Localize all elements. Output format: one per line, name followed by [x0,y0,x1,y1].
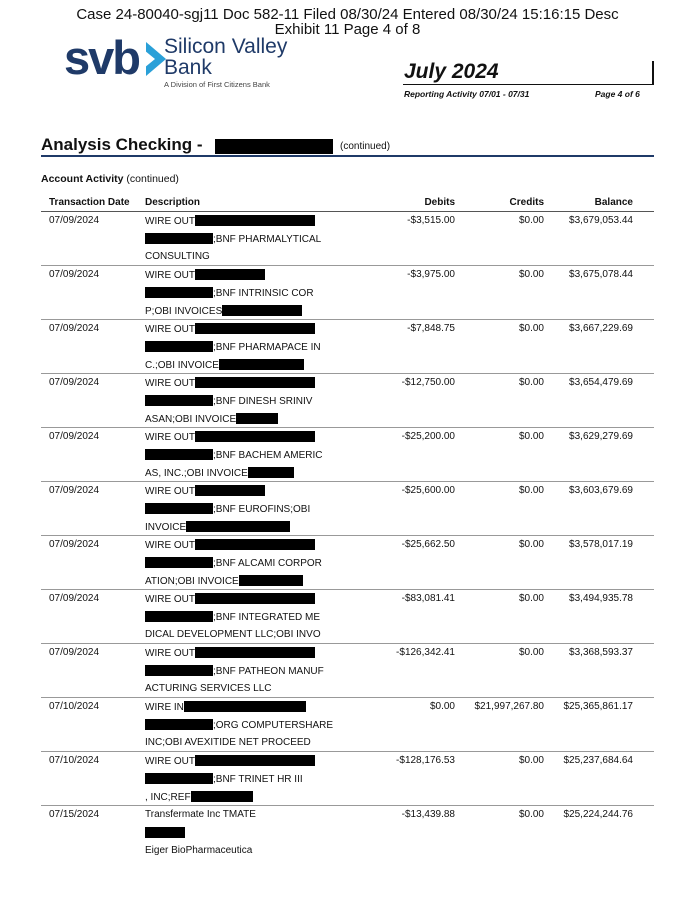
row-debit: -$3,975.00 [407,269,455,280]
row-desc-line3: CONSULTING [145,251,210,262]
row-credit: $0.00 [518,323,544,334]
row-desc-line3: ACTURING SERVICES LLC [145,683,272,694]
row-desc-line3: C.;OBI INVOICE [145,360,219,371]
row-credit: $0.00 [518,215,544,226]
redaction-bar [145,233,213,244]
row-balance: $3,494,935.78 [569,593,633,604]
row-debit: -$126,342.41 [396,647,455,658]
row-desc-line1: WIRE OUT [145,594,195,605]
header-transaction-date: Transaction Date [49,197,130,208]
table-row [41,266,654,320]
row-balance: $3,654,479.69 [569,377,633,388]
section-continued: (continued) [340,141,391,152]
table-row [41,482,654,536]
row-balance: $3,629,279.69 [569,431,633,442]
row-balance: $25,237,684.64 [563,755,633,766]
redaction-bar [219,359,304,370]
redaction-bar [195,269,265,280]
row-credit: $0.00 [518,485,544,496]
row-balance: $3,675,078.44 [569,269,633,280]
redaction-bar [248,467,294,478]
reporting-period: Reporting Activity 07/01 - 07/31 [404,89,530,99]
row-debit: -$13,439.88 [401,809,455,820]
row-credit: $0.00 [518,809,544,820]
redaction-bar [184,701,306,712]
row-credit: $0.00 [518,647,544,658]
bank-logo [64,31,304,92]
row-debit: -$25,662.50 [401,539,455,550]
row-date: 07/10/2024 [49,755,100,766]
row-debit: $0.00 [429,701,455,712]
redaction-bar [145,611,213,622]
row-desc-line3: INVOICE [145,522,187,533]
row-date: 07/15/2024 [49,809,100,820]
row-credit: $0.00 [518,593,544,604]
account-activity-heading [41,173,179,185]
row-desc-line3: P;OBI INVOICES [145,306,223,317]
redaction-bar [195,647,315,658]
redaction-bar [145,449,213,460]
logo-division: A Division of First Citizens Bank [164,80,270,89]
row-desc-line2: ;BNF PATHEON MANUF [213,666,324,677]
table-row [41,806,654,866]
redaction-bar [239,575,303,586]
redaction-bar [145,341,213,352]
row-date: 07/09/2024 [49,593,100,604]
row-balance: $3,667,229.69 [569,323,633,334]
row-balance: $25,365,861.17 [563,701,633,712]
row-credit: $0.00 [518,269,544,280]
row-date: 07/09/2024 [49,485,100,496]
header-debits: Debits [424,197,455,208]
table-row [41,752,654,806]
redaction-bar [195,377,315,388]
logo-name-line1: Silicon Valley [164,35,288,58]
row-desc-line2: ;BNF PHARMALYTICAL [213,234,322,245]
row-desc-line2: ;ORG COMPUTERSHARE [213,720,334,731]
row-desc-line2: ;BNF TRINET HR III [213,774,303,785]
redaction-bar [145,773,213,784]
row-debit: -$7,848.75 [407,323,455,334]
header-credits: Credits [509,197,544,208]
row-desc-line3: Eiger BioPharmaceutica [145,845,253,856]
table-row [41,212,654,266]
row-date: 07/09/2024 [49,539,100,550]
row-balance: $3,603,679.69 [569,485,633,496]
row-credit: $0.00 [518,377,544,388]
row-desc-line3: , INC;REF [145,792,191,803]
row-date: 07/10/2024 [49,701,100,712]
table-row [41,590,654,644]
row-desc-line2: ;BNF EUROFINS;OBI [213,504,311,515]
row-desc-line1: WIRE OUT [145,216,195,227]
logo-mark: svb [64,31,139,84]
row-balance: $25,224,244.76 [563,809,633,820]
redacted-account-number [215,139,333,154]
redaction-bar [195,215,315,226]
row-desc-line1: WIRE OUT [145,756,195,767]
redaction-bar [195,485,265,496]
table-row [41,698,654,752]
redaction-bar [145,827,185,838]
row-desc-line3: INC;OBI AVEXITIDE NET PROCEED [145,737,311,748]
redaction-bar [186,521,290,532]
row-desc-line1: WIRE OUT [145,486,195,497]
row-debit: -$25,200.00 [401,431,455,442]
row-date: 07/09/2024 [49,377,100,388]
row-desc-line1: WIRE IN [145,702,184,713]
row-credit: $0.00 [518,431,544,442]
row-desc-line3: DICAL DEVELOPMENT LLC;OBI INVO [145,629,321,640]
court-header-line2: Exhibit 11 Page 4 of 8 [274,21,421,38]
logo-name-line2: Bank [164,56,212,79]
row-desc-line2: ;BNF ALCAMI CORPOR [213,558,322,569]
row-desc-line3: AS, INC.;OBI INVOICE [145,468,248,479]
statement-month: July 2024 [404,60,499,83]
row-desc-line3: ASAN;OBI INVOICE [145,414,237,425]
row-desc-line1: WIRE OUT [145,378,195,389]
table-row [41,428,654,482]
section-title: Analysis Checking - [41,135,203,154]
redaction-bar [145,665,213,676]
row-debit: -$3,515.00 [407,215,455,226]
row-date: 07/09/2024 [49,323,100,334]
row-balance: $3,578,017.19 [569,539,633,550]
row-desc-line2: ;BNF INTEGRATED ME [213,612,321,623]
row-desc-line2: ;BNF PHARMAPACE IN [213,342,321,353]
row-desc-line2: ;BNF DINESH SRINIV [213,396,313,407]
row-debit: -$128,176.53 [396,755,455,766]
table-row [41,536,654,590]
table-row [41,644,654,698]
table-row [41,320,654,374]
row-credit: $0.00 [518,755,544,766]
row-debit: -$83,081.41 [401,593,455,604]
row-desc-line2: ;BNF INTRINSIC COR [213,288,314,299]
row-credit: $0.00 [518,539,544,550]
statement-page-number: Page 4 of 6 [595,89,640,99]
row-desc-line1: WIRE OUT [145,324,195,335]
header-divider [652,61,654,85]
section-rule [41,155,654,157]
row-desc-line1: WIRE OUT [145,270,195,281]
redaction-bar [195,593,315,604]
row-desc-line1: WIRE OUT [145,540,195,551]
account-activity-label: Account Activity [41,173,124,185]
row-credit: $21,997,267.80 [474,701,544,712]
row-date: 07/09/2024 [49,269,100,280]
redaction-bar [191,791,253,802]
table-row [41,374,654,428]
row-desc-line1: WIRE OUT [145,432,195,443]
row-date: 07/09/2024 [49,215,100,226]
redaction-bar [236,413,278,424]
redaction-bar [145,395,213,406]
header-rule [403,84,654,85]
row-date: 07/09/2024 [49,647,100,658]
row-date: 07/09/2024 [49,431,100,442]
header-description: Description [145,197,201,208]
redaction-bar [145,719,213,730]
row-debit: -$25,600.00 [401,485,455,496]
row-debit: -$12,750.00 [401,377,455,388]
court-header-line1: Case 24-80040-sgj11 Doc 582-11 Filed 08/30/24 Entered 08/30/24 15:16:15 Desc [76,6,619,23]
redaction-bar [145,287,213,298]
row-desc-line3: ATION;OBI INVOICE [145,576,239,587]
redaction-bar [195,431,315,442]
redaction-bar [195,539,315,550]
row-desc-line2: ;BNF BACHEM AMERIC [213,450,323,461]
header-balance: Balance [594,197,633,208]
row-balance: $3,679,053.44 [569,215,633,226]
row-desc-line1: WIRE OUT [145,648,195,659]
account-activity-continued: (continued) [126,173,179,185]
redaction-bar [195,323,315,334]
redaction-bar [222,305,302,316]
redaction-bar [145,503,213,514]
redaction-bar [195,755,315,766]
row-desc-line1: Transfermate Inc TMATE [145,809,256,820]
redaction-bar [145,557,213,568]
row-balance: $3,368,593.37 [569,647,633,658]
